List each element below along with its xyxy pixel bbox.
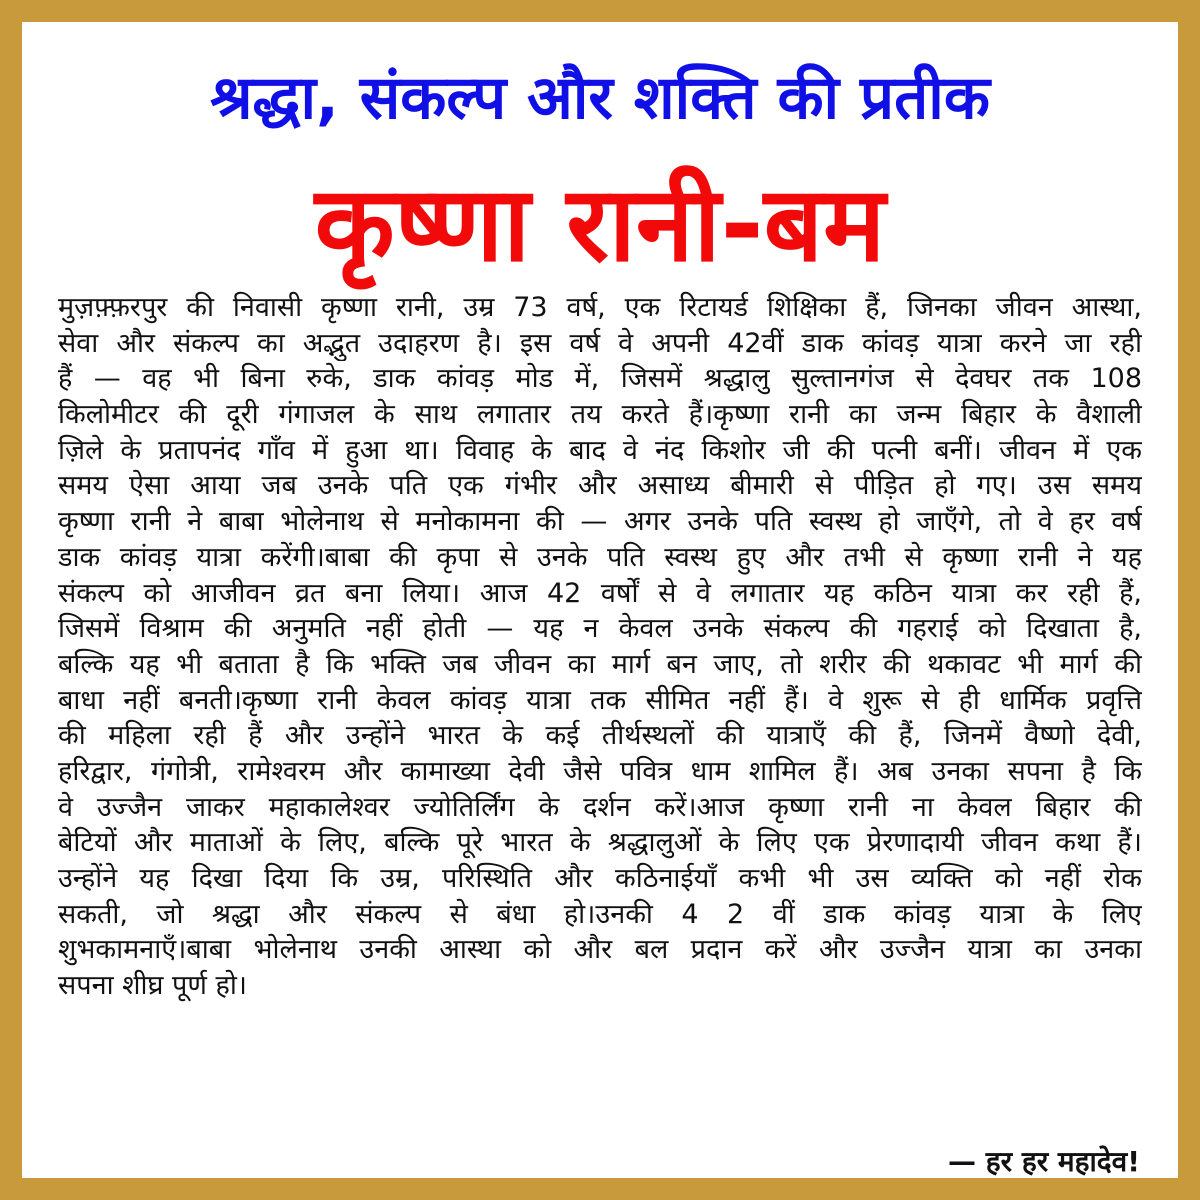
body-line: सकती, जो श्रद्धा और संकल्प से बंधा हो।उनकी 4 2 वीं डाक कांवड़ यात्रा के लिए bbox=[58, 898, 1142, 930]
body-line: वे उज्जैन जाकर महाकालेश्वर ज्योतिर्लिंग के दर्शन करें।आज कृष्णा रानी ना केवल बिहार की bbox=[58, 791, 1142, 823]
body-line: बेटियों और माताओं के लिए, बल्कि पूरे भारत के श्रद्धालुओं के लिए एक प्रेरणादायी जीवन कथा हैं। bbox=[58, 827, 1142, 859]
headline-tagline: श्रद्धा, संकल्प और शक्ति की प्रतीक bbox=[210, 63, 990, 133]
body-line: कृष्णा रानी ने बाबा भोलेनाथ से मनोकामना की — अगर उनके पति स्वस्थ हो जाएँगे, तो वे हर वर्ष bbox=[58, 506, 1142, 538]
body-line: हैं — वह भी बिना रुके, डाक कांवड़ मोड में, जिसमें श्रद्धालु सुल्तानगंज से देवघर तक 108 bbox=[58, 363, 1142, 395]
body-line: बाधा नहीं बनती।कृष्णा रानी केवल कांवड़ यात्रा तक सीमित नहीं हैं। वे शुरू से ही धार्मिक प्रवृत्ति bbox=[58, 684, 1142, 716]
body-line: सेवा और संकल्प का अद्भुत उदाहरण है। इस वर्ष वे अपनी 42वीं डाक कांवड़ यात्रा करने जा रही bbox=[58, 327, 1142, 359]
body-line: जिसमें विश्राम की अनुमति नहीं होती — यह न केवल उनके संकल्प की गहराई को दिखाता है, bbox=[58, 613, 1142, 645]
body-line: डाक कांवड़ यात्रा करेंगी।बाबा की कृपा से उनके पति स्वस्थ हुए और तभी से कृष्णा रानी ने यह bbox=[58, 541, 1142, 573]
headline-name: कृष्णा रानी-बम bbox=[314, 163, 886, 285]
body-line: समय ऐसा आया जब उनके पति एक गंभीर और असाध्य बीमारी से पीड़ित हो गए। उस समय bbox=[58, 470, 1142, 502]
signature: — हर हर महादेव! bbox=[948, 1145, 1140, 1178]
body-line: उन्होंने यह दिखा दिया कि उम्र, परिस्थिति और कठिनाईयाँ कभी भी उस व्यक्ति को नहीं रोक bbox=[58, 863, 1142, 894]
poster bbox=[22, 22, 1178, 1178]
body-line: किलोमीटर की दूरी गंगाजल के साथ लगातार तय करते हैं।कृष्णा रानी का जन्म बिहार के वैशाली bbox=[58, 399, 1142, 431]
article-body bbox=[58, 290, 1142, 1004]
body-line: संकल्प को आजीवन व्रत बना लिया। आज 42 वर्षों से वे लगातार यह कठिन यात्रा कर रही हैं, bbox=[58, 577, 1142, 609]
body-line: शुभकामनाएँ।बाबा भोलेनाथ उनकी आस्था को और बल प्रदान करें और उज्जैन यात्रा का उनका bbox=[58, 934, 1142, 966]
body-line: हरिद्वार, गंगोत्री, रामेश्वरम और कामाख्या देवी जैसे पवित्र धाम शामिल हैं। अब उनका सपना है कि bbox=[58, 755, 1142, 787]
body-line: की महिला रही हैं और उन्होंने भारत के कई तीर्थस्थलों की यात्राएँ की हैं, जिनमें वैष्णो देवी, bbox=[58, 720, 1142, 752]
body-line: बल्कि यह भी बताता है कि भक्ति जब जीवन का मार्ग बन जाए, तो शरीर की थकावट भी मार्ग की bbox=[58, 648, 1142, 680]
body-line: मुज़फ़्फ़रपुर की निवासी कृष्णा रानी, उम्र 73 वर्ष, एक रिटायर्ड शिक्षिका हैं, जिनका जीवन आस्था, bbox=[58, 292, 1142, 323]
body-line: ज़िले के प्रतापनंद गाँव में हुआ था। विवाह के बाद वे नंद किशोर जी की पत्नी बनीं। जीवन में एक bbox=[58, 434, 1142, 466]
body-line: सपना शीघ्र पूर्ण हो। bbox=[58, 970, 248, 1002]
